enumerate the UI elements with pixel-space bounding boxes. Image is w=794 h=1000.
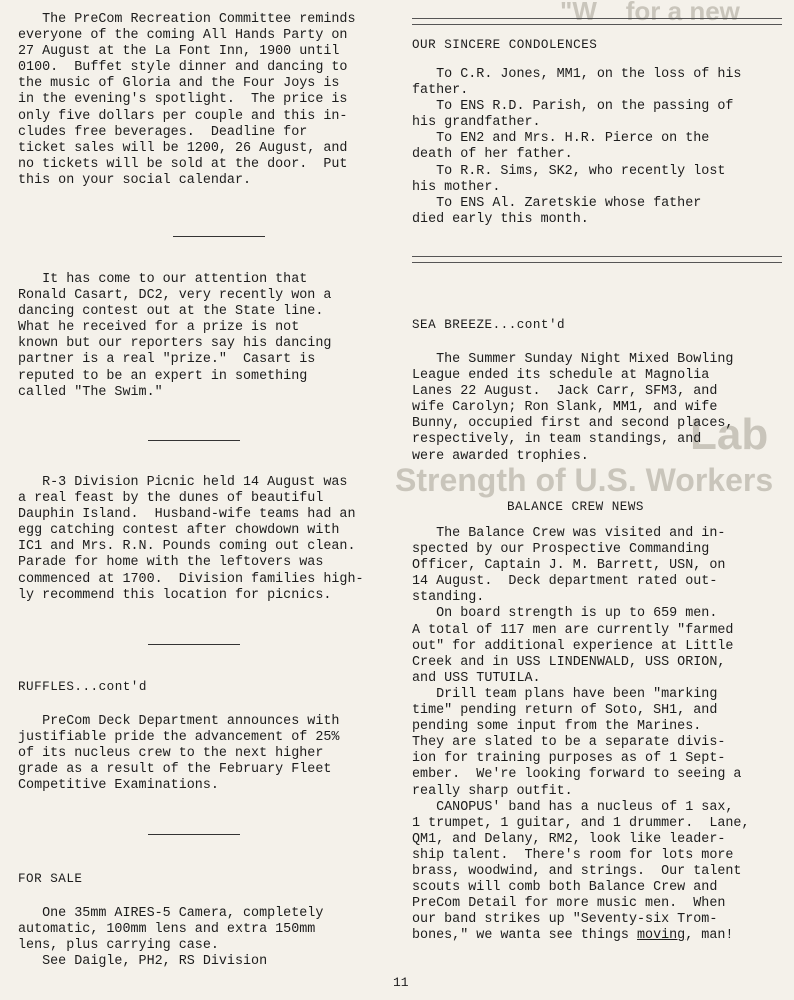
bleed-through-headline-1: Lab [690, 410, 769, 459]
for-sale-heading: FOR SALE [18, 872, 83, 886]
double-rule-top [412, 18, 782, 25]
ruffles-body: PreCom Deck Department announces with justifiable pride the advancement of 25% of its nucleus crew to the next higher grade as a result of the February Fleet Competitive Examinations. [18, 714, 340, 794]
dance-contest-item: It has come to our attention that Ronald Casart, DC2, very recently won a dancing contest out at the State line. What he received for a prize is not known but our reporters say his dancing partner is a real "prize." Casart is reputed to be an expert in something called "The Swim." [18, 272, 332, 400]
balance-crew-body [412, 526, 782, 944]
page-number: 11 [393, 975, 409, 990]
balance-crew-emphasis: moving [637, 928, 686, 944]
for-sale-body: One 35mm AIRES-5 Camera, completely automatic, 100mm lens and extra 150mm lens, plus carrying case. See Daigle, PH2, RS Division [18, 906, 324, 970]
balance-crew-text: The Balance Crew was visited and in- spected by our Prospective Commanding Officer, Captain J. M. Barrett, USN, on 14 August. Deck department rated out- standing. On board strength is up to 659 men. A total of 117 men are currently "farmed out" for additional experience at Little Creek and in USS LINDENWALD, USS ORION, and USS TUTUILA. Drill team plans have been "marking time" pending return of Soto, SH1, and pending some input from the Marines. They are slated to be a separate divis- ion for training purposes as of 1 Sept- ember. We're looking forward to seeing a really sharp outfit. CANOPUS' band has a nucleus of 1 sax, 1 trumpet, 1 guitar, and 1 drummer. Lane, QM1, and Delany, RM2, look like leader- ship talent. There's room for lots more brass, woodwind, and strings. Our talent scouts will comb both Balance Crew and PreCom Detail for more music men. When our band strikes up "Seventy-six Trom- bones," we wanta see things [412, 526, 750, 944]
party-notice: The PreCom Recreation Committee reminds everyone of the coming All Hands Party on 27 August at the La Font Inn, 1900 until 0100. Buffet style dinner and dancing to the music of Gloria and the Four Joys is in the evening's spotlight. The price is only five dollars per couple and this in- cludes free beverages. Deadline for ticket sales will be 1200, 26 August, and no tickets will be sold at the door. Put this on your social calendar. [18, 12, 356, 188]
double-rule-bottom [412, 256, 782, 263]
balance-crew-heading: BALANCE CREW NEWS [507, 500, 644, 514]
bleed-through-headline-2: Strength of U.S. Workers [395, 462, 774, 498]
condolences-body: To C.R. Jones, MM1, on the loss of his father. To ENS R.D. Parish, on the passing of his grandfather. To EN2 and Mrs. H.R. Pierce on the death of her father. To R.R. Sims, SK2, who recently lost his mother. To ENS Al. Zaretskie whose father died early this month. [412, 67, 742, 227]
sea-breeze-heading: SEA BREEZE...cont'd [412, 318, 566, 332]
separator-rule [148, 440, 240, 441]
balance-crew-end: , man! [685, 928, 734, 944]
sea-breeze-body: The Summer Sunday Night Mixed Bowling League ended its schedule at Magnolia Lanes 22 August. Jack Carr, SFM3, and wife Carolyn; Ron Slank, MM1, and wife Bunny, occupied first and second places, respectively, in team standings, and were awarded trophies. [412, 352, 734, 464]
separator-rule [148, 834, 240, 835]
separator-rule [148, 644, 240, 645]
separator-rule [173, 236, 265, 237]
bleed-through-top: "W for a new [560, 0, 740, 26]
picnic-item: R-3 Division Picnic held 14 August was a real feast by the dunes of beautiful Dauphin Island. Husband-wife teams had an egg catching contest after chowdown with IC1 and Mrs. R.N. Pounds coming out clean. Parade for home with the leftovers was commenced at 1700. Division families high- ly recommend this location for picnics. [18, 475, 364, 603]
ruffles-heading: RUFFLES...cont'd [18, 680, 147, 694]
condolences-heading: OUR SINCERE CONDOLENCES [412, 38, 598, 52]
